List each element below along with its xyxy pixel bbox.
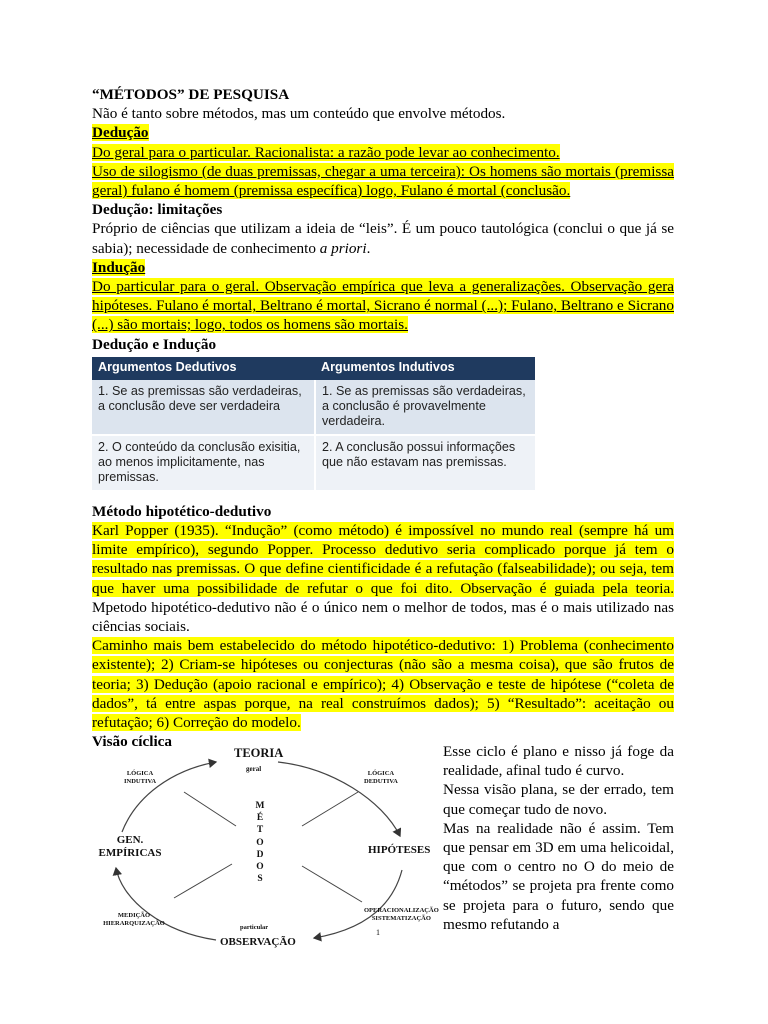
hipotetico-heading: Método hipotético-dedutivo bbox=[92, 502, 272, 520]
deducao-heading: Dedução bbox=[92, 124, 149, 142]
comparison-table-wrap bbox=[92, 357, 535, 490]
label-teoria: TEORIA bbox=[234, 746, 284, 760]
comparison-table bbox=[92, 357, 535, 490]
limitacoes-text: Próprio de ciências que utilizam a ideia de “leis”. É um pouco tautológica (conclui o que já se sabia); necessidade de conhecimento a priori. bbox=[92, 220, 674, 257]
label-metodos-vertical: M É T O D O S bbox=[255, 801, 265, 885]
table-cell: 1. Se as premissas são verdadeiras, a conclusão deve ser verdadeira bbox=[92, 380, 315, 435]
deducao-line2: Uso de silogismo (de duas premissas, chegar a uma terceira): Os homens são mortais (premissa geral) fulano é homem (premissa específica) logo, Fulano é mortal (conclusão. bbox=[92, 162, 674, 200]
label-medicao: MEDIÇÃO HIERARQUIZAÇÃO bbox=[103, 912, 165, 927]
header-dedutivos: Argumentos Dedutivos bbox=[92, 357, 315, 380]
label-logica-dedutiva: LÓGICA DEDUTIVA bbox=[364, 770, 398, 785]
arrow-observacao-empiricas bbox=[116, 868, 216, 940]
label-hipoteses: HIPÓTESES bbox=[368, 844, 431, 856]
table-row bbox=[92, 435, 535, 490]
side-paragraph: Mas na realidade não é assim. Tem que pensar em 3D em uma helicoidal, que com o centro no O do meio de “métodos” se projeta pra frente como se projeta para o futuro, sendo que mesmo refutando a bbox=[443, 819, 674, 933]
hipotetico-para1: Karl Popper (1935). “Indução” (como método) é impossível no mundo real (sempre há um limite empírico), segundo Popper. Processo dedutivo seria complicado porque já tem o resultado nas premissas. O que define cientificidade é a refutação (falseabilidade); ou seja, tem que haver uma possibilidade de refutar o que foi dito. Observação é guiada pela teoria. Mpetodo hipotético-dedutivo não é o único nem o melhor de todos, mas é o mais utilizado nas ciências sociais. bbox=[92, 522, 674, 636]
inducao-heading: Indução bbox=[92, 258, 146, 276]
spoke-line bbox=[302, 866, 362, 902]
visao-heading: Visão cíclica bbox=[92, 733, 172, 751]
limitacoes-heading: Dedução: limitações bbox=[92, 201, 223, 219]
table-header-row bbox=[92, 357, 535, 380]
inducao-text: Do particular para o geral. Observação empírica que leva a generalizações. Observação gera hipóteses. Fulano é mortal, Beltrano é mortal, Sicrano é normal (...); Fulano, Beltrano e Sicrano (...) são mortais; logo, todos os homens são mortais. bbox=[92, 278, 674, 334]
table-cell: 1. Se as premissas são verdadeiras, a conclusão é provavelmente verdadeira. bbox=[315, 380, 535, 435]
label-operacionalizacao: OPERACIONALIZAÇÃO SISTEMATIZAÇÃO bbox=[364, 907, 439, 922]
page-title: “MÉTODOS” DE PESQUISA bbox=[92, 86, 290, 103]
comparacao-heading: Dedução e Indução bbox=[92, 335, 217, 353]
hipotetico-para2: Caminho mais bem estabelecido do método hipotético-dedutivo: 1) Problema (conhecimento existente); 2) Criam-se hipóteses ou conjecturas (não são a mesma coisa), que são frutos de teoria; 3) Dedução (apoio racional e empírico); 4) Observação e teste de hipótese (“coleta de dados”, tá entre aspas porque, na real construímos dados); 5) “Resultado”: aceitação ou refutação; 6) Correção do modelo. bbox=[92, 637, 674, 732]
footnote-mark: 1 bbox=[376, 928, 380, 937]
table-cell: 2. A conclusão possui informações que não estavam nas premissas. bbox=[315, 435, 535, 490]
spoke-line bbox=[174, 864, 232, 898]
label-particular: particular bbox=[240, 924, 269, 931]
notes-body bbox=[92, 85, 674, 751]
arrow-hipoteses-observacao bbox=[314, 870, 402, 938]
intro-text: Não é tanto sobre métodos, mas um conteúdo que envolve métodos. bbox=[92, 105, 506, 123]
side-paragraph: Esse ciclo é plano e nisso já foge da realidade, afinal tudo é curvo. bbox=[443, 743, 674, 780]
deducao-line1: Do geral para o particular. Racionalista: a razão pode levar ao conhecimento. bbox=[92, 143, 560, 161]
visao-side-text bbox=[443, 742, 674, 934]
table-row bbox=[92, 380, 535, 435]
cycle-diagram bbox=[92, 740, 444, 956]
header-indutivos: Argumentos Indutivos bbox=[315, 357, 535, 380]
label-geral: geral bbox=[246, 765, 262, 773]
label-gen-empiricas: GEN. EMPÍRICAS bbox=[98, 834, 162, 859]
side-paragraph: Nessa visão plana, se der errado, tem que começar tudo de novo. bbox=[443, 781, 674, 818]
label-observacao: OBSERVAÇÃO bbox=[220, 936, 296, 948]
label-logica-indutiva: LÓGICA INDUTIVA bbox=[124, 770, 157, 785]
table-cell: 2. O conteúdo da conclusão exisitia, ao menos implicitamente, nas premissas. bbox=[92, 435, 315, 490]
spoke-line bbox=[184, 792, 236, 826]
spoke-line bbox=[302, 792, 358, 826]
